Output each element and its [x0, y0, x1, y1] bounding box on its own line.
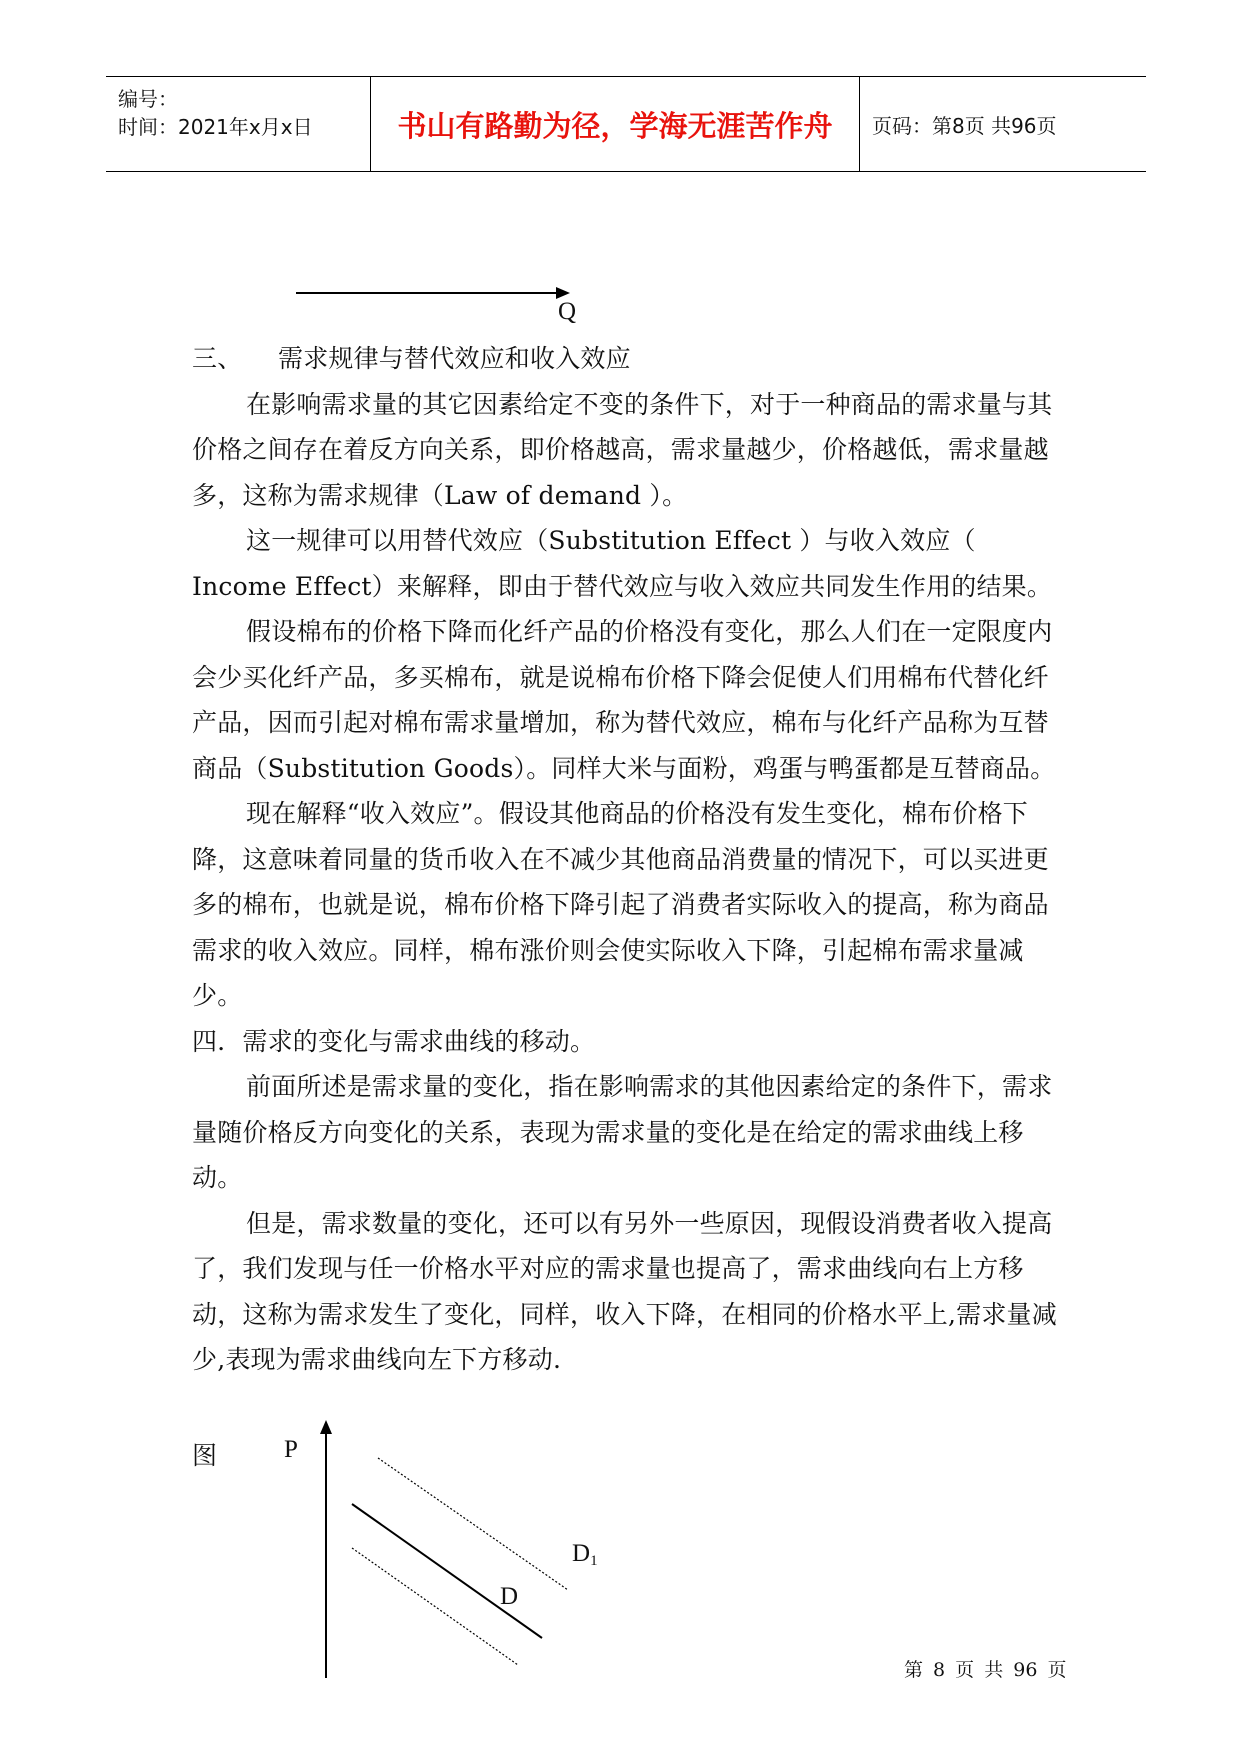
- demand-curve-d: [352, 1504, 542, 1638]
- paragraph: 在影响需求量的其它因素给定不变的条件下，对于一种商品的需求量与其价格之间存在着反方向关系，即价格越高，需求量越少，价格越低，需求量越多，这称为需求规律（Law of demand ）。: [192, 389, 1053, 510]
- section-3-heading: [192, 336, 1072, 382]
- curve-d-label: D: [500, 1583, 519, 1610]
- header-page-info: [860, 77, 1146, 171]
- page-footer: 第 8 页 共 96 页: [904, 1659, 1067, 1681]
- header-meta: [106, 77, 370, 171]
- demand-curve-d1: [378, 1458, 568, 1590]
- serial-label: 编号：: [118, 87, 178, 111]
- paragraph: 但是，需求数量的变化，还可以有另外一些原因，现假设消费者收入提高了，我们发现与任一价格水平对应的需求量也提高了，需求曲线向右上方移动，这称为需求发生了变化，同样，收入下降，在相同的价格水平上,需求量减少,表现为需求曲线向左下方移动.: [192, 1208, 1057, 1374]
- page-info-text: 页码：第8页 共96页: [872, 113, 1057, 138]
- curve-d1-label: $D_1$: [572, 1540, 598, 1569]
- header-motto: [370, 77, 860, 171]
- main-content: [192, 336, 1072, 1383]
- demand-shift-diagram: [280, 1420, 600, 1680]
- section-3-title: 需求规律与替代效应和收入效应: [278, 344, 631, 373]
- motto-text: 书山有路勤为径，学海无涯苦作舟: [397, 108, 833, 143]
- p-axis-label: P: [284, 1436, 298, 1463]
- figure-label: 图: [192, 1441, 218, 1470]
- paragraph: 前面所述是需求量的变化，指在影响需求的其他因素给定的条件下，需求量随价格反方向变化的关系，表现为需求量的变化是在给定的需求曲线上移动。: [192, 1072, 1053, 1192]
- section-4-heading: 四．需求的变化与需求曲线的移动。: [192, 1026, 596, 1056]
- paragraph: 这一规律可以用替代效应（Substitution Effect ）与收入效应（ Income Effect）来解释，即由于替代效应与收入效应共同发生作用的结果。: [192, 526, 1053, 601]
- p-axis-arrowhead: [320, 1420, 332, 1434]
- paragraph: 假设棉布的价格下降而化纤产品的价格没有变化，那么人们在一定限度内会少买化纤产品，多买棉布，就是说棉布价格下降会促使人们用棉布代替化纤产品，因而引起对棉布需求量增加，称为替代效应，棉布与化纤产品称为互替商品（Substitution Goods）。同样大米与面粉，鸡蛋与鸭蛋都是互替商品。: [192, 617, 1056, 783]
- q-axis-label: Q: [558, 298, 577, 325]
- section-3-number: 三、: [192, 344, 243, 373]
- q-axis-arrow: [296, 283, 570, 303]
- date-label: 时间：2021年x月x日: [118, 115, 313, 139]
- paragraph: 现在解释“收入效应”。假设其他商品的价格没有发生变化，棉布价格下降，这意味着同量的货币收入在不减少其他商品消费量的情况下，可以买进更多的棉布，也就是说，棉布价格下降引起了消费者实际收入的提高，称为商品需求的收入效应。同样，棉布涨价则会使实际收入下降，引起棉布需求量减少。: [192, 799, 1049, 1010]
- page-header: [106, 76, 1146, 172]
- demand-curve-d2: [352, 1548, 518, 1665]
